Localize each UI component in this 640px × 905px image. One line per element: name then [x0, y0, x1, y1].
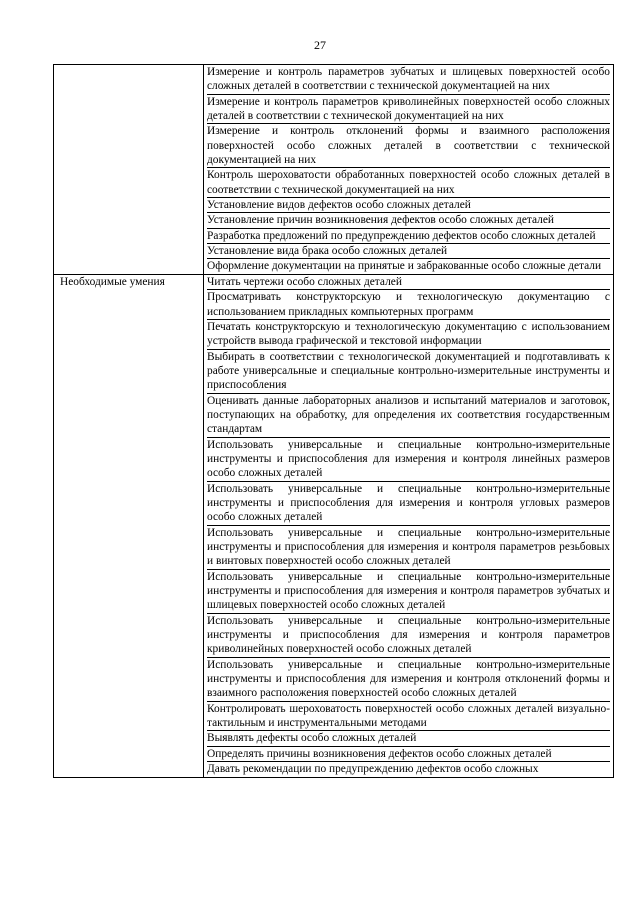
list-item: Измерение и контроль отклонений формы и взаимного расположения поверхностей особо сложных деталей в соответствии с технической документацией на них: [207, 124, 610, 168]
list-item: Использовать универсальные и специальные контрольно-измерительные инструменты и приспособления для измерения и контроля отклонений формы и взаимного расположения поверхностей особо сложных деталей: [207, 658, 610, 702]
list-item: Читать чертежи особо сложных деталей: [207, 275, 610, 290]
list-item: Контроль шероховатости обработанных поверхностей особо сложных деталей в соответствии с технической документацией на них: [207, 168, 610, 198]
row-content: [204, 65, 614, 275]
row-content: [204, 274, 614, 777]
list-item: Давать рекомендации по предупреждению дефектов особо сложных: [207, 763, 539, 776]
table-row: [54, 65, 614, 275]
list-item: Оценивать данные лабораторных анализов и испытаний материалов и заготовок, поступающих на обработку, для определения их соответствия государственным стандартам: [207, 394, 610, 438]
list-item: Определять причины возникновения дефектов особо сложных деталей: [207, 747, 610, 762]
list-item: Выбирать в соответствии с технологической документацией и подготавливать к работе универсальные и специальные контрольно-измерительные инструменты и приспособления: [207, 350, 610, 394]
row-label: [54, 65, 204, 275]
list-item: Использовать универсальные и специальные контрольно-измерительные инструменты и приспособления для измерения и контроля параметров резьбовых и винтовых поверхностей особо сложных деталей: [207, 526, 610, 570]
list-item: Оформление документации на принятые и забракованные особо сложные детали: [207, 260, 602, 273]
list-item: Использовать универсальные и специальные контрольно-измерительные инструменты и приспособления для измерения и контроля параметров криволинейных поверхностей особо сложных деталей: [207, 614, 610, 658]
list-item: Контролировать шероховатость поверхностей особо сложных деталей визуально-тактильным и инструментальными методами: [207, 702, 610, 732]
list-item: Измерение и контроль параметров зубчатых и шлицевых поверхностей особо сложных деталей в соответствии с технической документацией на них: [207, 65, 610, 95]
list-item: Установление вида брака особо сложных деталей: [207, 244, 610, 259]
list-item: Использовать универсальные и специальные контрольно-измерительные инструменты и приспособления для измерения и контроля линейных размеров особо сложных деталей: [207, 438, 610, 482]
row-label: Необходимые умения: [54, 274, 204, 777]
page-number: 27: [314, 38, 326, 52]
list-item: Использовать универсальные и специальные контрольно-измерительные инструменты и приспособления для измерения и контроля параметров зубчатых и шлицевых поверхностей особо сложных деталей: [207, 570, 610, 614]
list-item: Установление причин возникновения дефектов особо сложных деталей: [207, 213, 610, 228]
list-item: Просматривать конструкторскую и технологическую документацию с использованием прикладных компьютерных программ: [207, 290, 610, 320]
list-item: Выявлять дефекты особо сложных деталей: [207, 731, 610, 746]
table-row: [54, 274, 614, 777]
list-item: Измерение и контроль параметров криволинейных поверхностей особо сложных деталей в соответствии с технической документацией на них: [207, 95, 610, 125]
list-item: Использовать универсальные и специальные контрольно-измерительные инструменты и приспособления для измерения и контроля угловых размеров особо сложных деталей: [207, 482, 610, 526]
requirements-table: [53, 64, 614, 778]
list-item: Разработка предложений по предупреждению дефектов особо сложных деталей: [207, 229, 610, 244]
list-item: Печатать конструкторскую и технологическую документацию с использованием устройств вывода графической и текстовой информации: [207, 320, 610, 350]
list-item: Установление видов дефектов особо сложных деталей: [207, 198, 610, 213]
